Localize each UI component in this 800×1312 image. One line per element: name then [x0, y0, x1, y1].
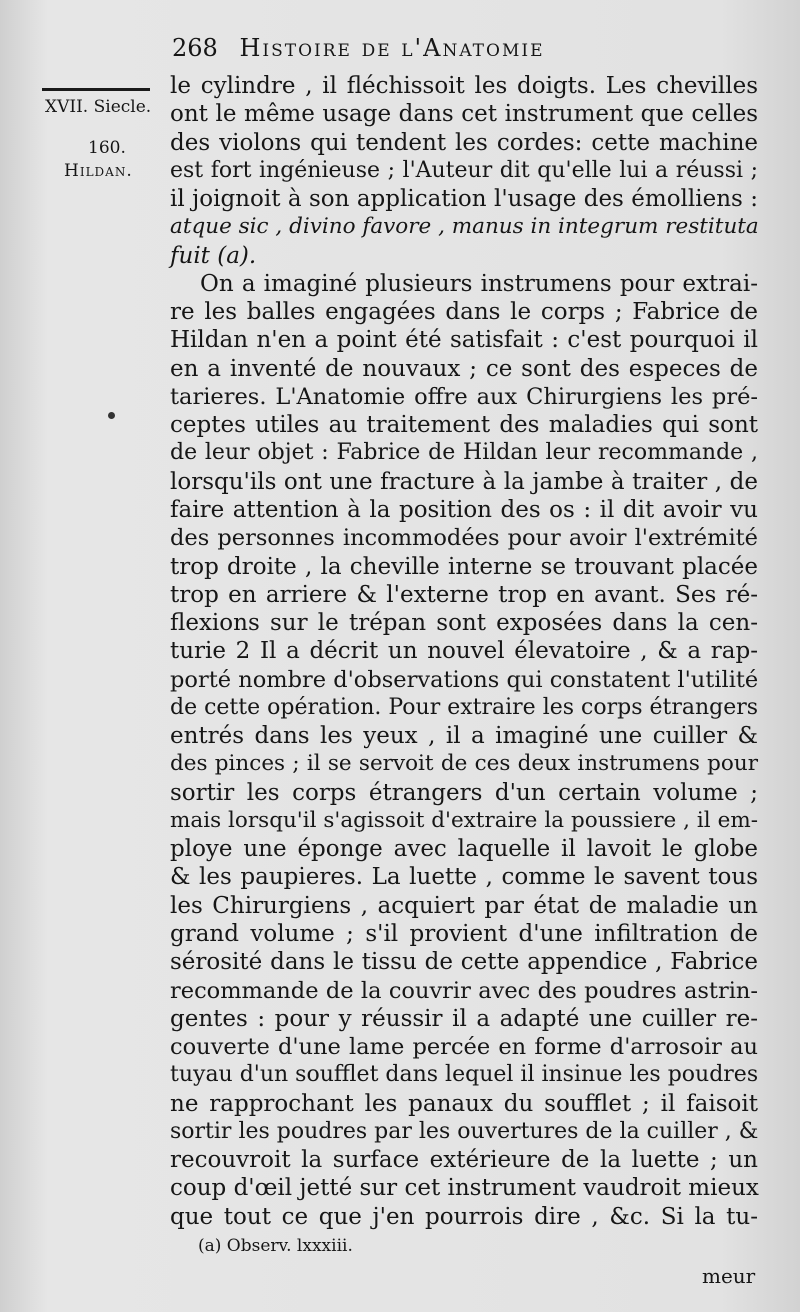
text-line: des personnes incommodées pour avoir l'extrémité: [170, 525, 758, 552]
text-line: de cette opération. Pour extraire les corps étrangers: [170, 694, 759, 720]
text-line: On a imaginé plusieurs instrumens pour extrai-: [200, 270, 758, 297]
text-line: tarieres. L'Anatomie offre aux Chirurgiens les pré-: [170, 383, 758, 410]
text-line: couverte d'une lame percée en forme d'arrosoir au: [170, 1034, 758, 1061]
text-line: en a inventé de nouvaux ; ce sont des especes de: [170, 355, 758, 382]
running-title: Histoire de l'Anatomie: [239, 34, 545, 62]
body-text: [170, 72, 758, 1231]
text-line: recouvroit la surface extérieure de la luette ; un: [170, 1147, 758, 1174]
text-line: porté nombre d'observations qui constatent l'utilité: [170, 666, 759, 693]
margin-note-year: 160.: [88, 138, 126, 158]
margin-note-author: Hildan.: [64, 161, 133, 181]
text-line: faire attention à la position des os : il dit avoir vu: [170, 496, 758, 523]
text-line: trop droite , la cheville interne se trouvant placée: [170, 553, 758, 580]
text-line: sortir les poudres par les ouvertures de la cuiller , &: [170, 1118, 759, 1144]
text-line: Hildan n'en a point été satisfait : c'est pourquoi il: [170, 327, 758, 354]
text-line: entrés dans les yeux , il a imaginé une cuiller &: [170, 723, 758, 750]
catchword: meur: [702, 1264, 756, 1288]
text-line: turie 2 Il a décrit un nouvel élevatoire , & a rap-: [170, 638, 758, 665]
text-line: tuyau d'un soufflet dans lequel il insinue les poudres: [170, 1062, 759, 1088]
text-line: grand volume ; s'il provient d'une infiltration de: [170, 920, 758, 947]
text-line: il joignoit à son application l'usage des émolliens :: [170, 186, 758, 213]
text-line: est fort ingénieuse ; l'Auteur dit qu'elle lui a réussi ;: [170, 157, 758, 183]
text-line: sérosité dans le tissu de cette appendice , Fabrice: [170, 949, 758, 976]
text-line: mais lorsqu'il s'agissoit d'extraire la poussiere , il em-: [170, 807, 758, 833]
margin-note-century: XVII. Siecle.: [45, 97, 152, 117]
text-line: coup d'œil jetté sur cet instrument vaudroit mieux: [170, 1175, 759, 1202]
margin-rule: [42, 88, 150, 91]
text-line: ploye une éponge avec laquelle il lavoit le globe: [170, 836, 758, 863]
text-line: des violons qui tendent les cordes: cette machine: [170, 129, 758, 156]
text-line: ont le même usage dans cet instrument que celles: [170, 101, 758, 128]
text-line: & les paupieres. La luette , comme le savent tous: [170, 864, 758, 891]
text-line: sortir les corps étrangers d'un certain volume ;: [170, 779, 758, 806]
page-header: [172, 34, 545, 62]
text-line: lorsqu'ils ont une fracture à la jambe à traiter , de: [170, 468, 758, 495]
text-line: les Chirurgiens , acquiert par état de maladie un: [170, 892, 758, 919]
page-number: 268: [172, 34, 218, 62]
text-line: ceptes utiles au traitement des maladies qui sont: [170, 412, 758, 439]
footnote: (a) Observ. lxxxiii.: [198, 1236, 353, 1256]
text-line: atque sic , divino favore , manus in integrum restituta: [170, 214, 759, 240]
text-line: re les balles engagées dans le corps ; Fabrice de: [170, 299, 758, 326]
text-line: fuit (a).: [170, 242, 257, 269]
text-line: le cylindre , il fléchissoit les doigts. Les chevilles: [170, 73, 758, 99]
text-line: de leur objet : Fabrice de Hildan leur recommande ,: [170, 440, 758, 466]
text-line: que tout ce que j'en pourrois dire , &c. Si la tu-: [170, 1203, 758, 1230]
text-line: recommande de la couvrir avec des poudres astrin-: [170, 977, 758, 1004]
text-line: flexions sur le trépan sont exposées dans la cen-: [170, 610, 758, 637]
text-line: trop en arriere & l'externe trop en avant. Ses ré-: [170, 581, 758, 608]
ink-speck: [108, 412, 115, 419]
text-line: des pinces ; il se servoit de ces deux instrumens pour: [170, 751, 758, 777]
text-line: gentes : pour y réussir il a adapté une cuiller re-: [170, 1005, 758, 1032]
text-line: ne rapprochant les panaux du soufflet ; il faisoit: [170, 1090, 758, 1117]
